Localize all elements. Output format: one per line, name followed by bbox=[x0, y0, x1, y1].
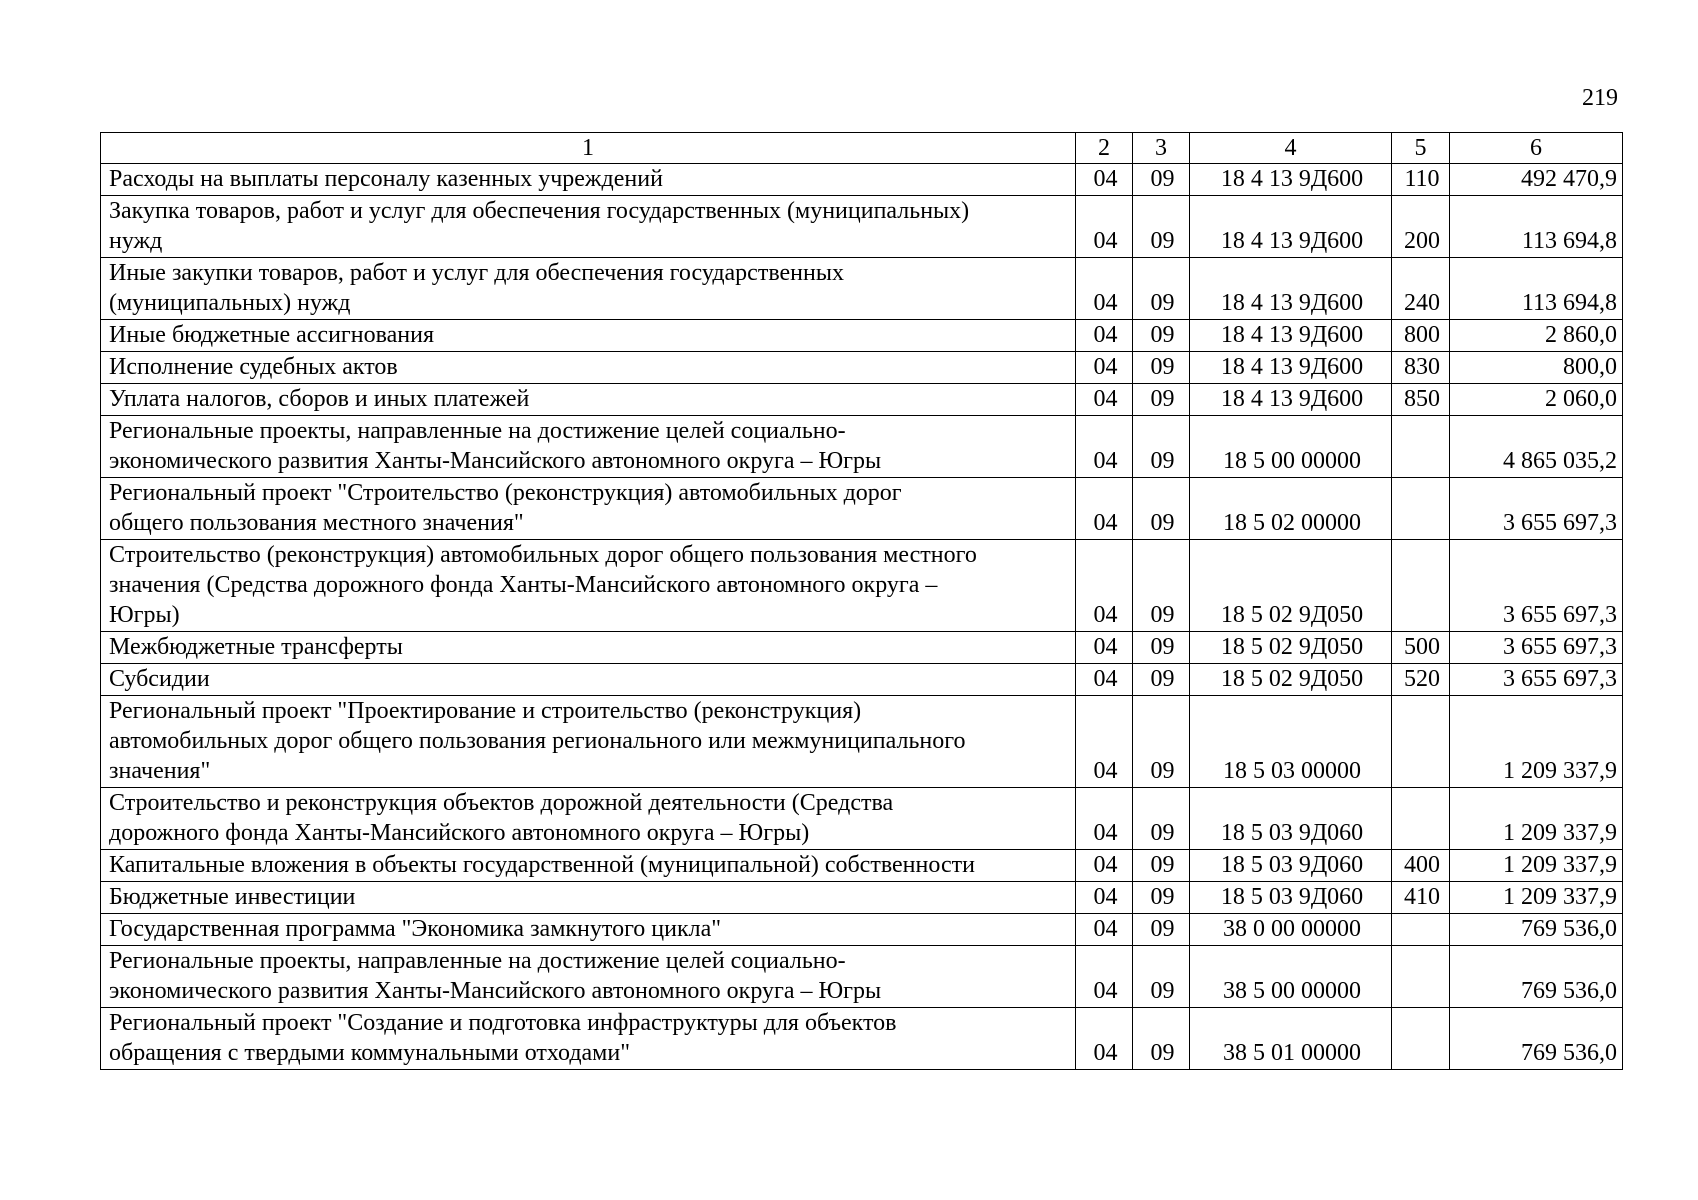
section-code-cell: 04 bbox=[1076, 384, 1133, 416]
row-name-line: Региональный проект "Проектирование и строительство (реконструкция) bbox=[109, 698, 862, 724]
subsection-code-cell: 09 bbox=[1133, 416, 1190, 478]
expense-type-cell: 850 bbox=[1392, 384, 1450, 416]
row-name-cell bbox=[101, 320, 1076, 352]
row-name-line: Строительство и реконструкция объектов дорожной деятельности (Средства bbox=[109, 790, 894, 816]
section-code-cell: 04 bbox=[1076, 320, 1133, 352]
amount-cell: 113 694,8 bbox=[1450, 196, 1623, 258]
target-article-cell: 18 4 13 9Д600 bbox=[1190, 196, 1392, 258]
expense-type-cell bbox=[1392, 914, 1450, 946]
amount-cell: 492 470,9 bbox=[1450, 164, 1623, 196]
row-name-line: общего пользования местного значения" bbox=[109, 510, 524, 536]
target-article-cell: 18 5 03 00000 bbox=[1190, 696, 1392, 788]
row-name-line: дорожного фонда Ханты-Мансийского автономного округа – Югры) bbox=[109, 820, 810, 846]
table-row bbox=[101, 352, 1623, 384]
table-row bbox=[101, 258, 1623, 320]
header-col-1: 1 bbox=[101, 133, 1076, 164]
amount-cell: 800,0 bbox=[1450, 352, 1623, 384]
amount-cell: 1 209 337,9 bbox=[1450, 850, 1623, 882]
target-article-cell: 18 4 13 9Д600 bbox=[1190, 258, 1392, 320]
expense-type-cell: 200 bbox=[1392, 196, 1450, 258]
header-col-5: 5 bbox=[1392, 133, 1450, 164]
amount-cell: 3 655 697,3 bbox=[1450, 664, 1623, 696]
subsection-code-cell: 09 bbox=[1133, 384, 1190, 416]
expense-type-cell: 240 bbox=[1392, 258, 1450, 320]
expense-type-cell bbox=[1392, 1008, 1450, 1070]
table-row bbox=[101, 540, 1623, 632]
expense-type-cell: 110 bbox=[1392, 164, 1450, 196]
amount-cell: 769 536,0 bbox=[1450, 946, 1623, 1008]
row-name-cell bbox=[101, 632, 1076, 664]
subsection-code-cell: 09 bbox=[1133, 850, 1190, 882]
expense-type-cell: 400 bbox=[1392, 850, 1450, 882]
table-row bbox=[101, 914, 1623, 946]
row-name-line: Капитальные вложения в объекты государственной (муниципальной) собственности bbox=[109, 852, 975, 878]
section-code-cell: 04 bbox=[1076, 1008, 1133, 1070]
subsection-code-cell: 09 bbox=[1133, 164, 1190, 196]
header-col-6: 6 bbox=[1450, 133, 1623, 164]
subsection-code-cell: 09 bbox=[1133, 696, 1190, 788]
row-name-cell bbox=[101, 882, 1076, 914]
amount-cell: 2 860,0 bbox=[1450, 320, 1623, 352]
subsection-code-cell: 09 bbox=[1133, 540, 1190, 632]
target-article-cell: 38 5 00 00000 bbox=[1190, 946, 1392, 1008]
amount-cell: 4 865 035,2 bbox=[1450, 416, 1623, 478]
row-name-line: обращения с твердыми коммунальными отходами" bbox=[109, 1040, 631, 1066]
target-article-cell: 18 5 00 00000 bbox=[1190, 416, 1392, 478]
table-row bbox=[101, 632, 1623, 664]
table-row bbox=[101, 1008, 1623, 1070]
table-row bbox=[101, 664, 1623, 696]
section-code-cell: 04 bbox=[1076, 696, 1133, 788]
row-name-line: (муниципальных) нужд bbox=[109, 290, 351, 316]
row-name-cell bbox=[101, 1008, 1076, 1070]
subsection-code-cell: 09 bbox=[1133, 352, 1190, 384]
table-row bbox=[101, 788, 1623, 850]
subsection-code-cell: 09 bbox=[1133, 664, 1190, 696]
subsection-code-cell: 09 bbox=[1133, 914, 1190, 946]
table-row bbox=[101, 850, 1623, 882]
row-name-line: значения (Средства дорожного фонда Ханты-Мансийского автономного округа – bbox=[109, 572, 938, 598]
table-row bbox=[101, 320, 1623, 352]
row-name-line: Исполнение судебных актов bbox=[109, 354, 398, 380]
row-name-line: Закупка товаров, работ и услуг для обеспечения государственных (муниципальных) bbox=[109, 198, 970, 224]
amount-cell: 769 536,0 bbox=[1450, 1008, 1623, 1070]
section-code-cell: 04 bbox=[1076, 914, 1133, 946]
table-row bbox=[101, 696, 1623, 788]
subsection-code-cell: 09 bbox=[1133, 320, 1190, 352]
table-row bbox=[101, 384, 1623, 416]
amount-cell: 769 536,0 bbox=[1450, 914, 1623, 946]
expense-type-cell: 500 bbox=[1392, 632, 1450, 664]
row-name-line: Межбюджетные трансферты bbox=[109, 634, 403, 660]
subsection-code-cell: 09 bbox=[1133, 196, 1190, 258]
section-code-cell: 04 bbox=[1076, 946, 1133, 1008]
section-code-cell: 04 bbox=[1076, 788, 1133, 850]
section-code-cell: 04 bbox=[1076, 164, 1133, 196]
subsection-code-cell: 09 bbox=[1133, 946, 1190, 1008]
subsection-code-cell: 09 bbox=[1133, 1008, 1190, 1070]
row-name-line: Региональные проекты, направленные на достижение целей социально- bbox=[109, 948, 846, 974]
section-code-cell: 04 bbox=[1076, 478, 1133, 540]
row-name-line: Государственная программа "Экономика замкнутого цикла" bbox=[109, 916, 722, 942]
row-name-line: Региональные проекты, направленные на достижение целей социально- bbox=[109, 418, 846, 444]
header-col-2: 2 bbox=[1076, 133, 1133, 164]
amount-cell: 113 694,8 bbox=[1450, 258, 1623, 320]
header-row bbox=[101, 133, 1623, 164]
row-name-line: Уплата налогов, сборов и иных платежей bbox=[109, 386, 530, 412]
section-code-cell: 04 bbox=[1076, 352, 1133, 384]
row-name-line: автомобильных дорог общего пользования регионального или межмуниципального bbox=[109, 728, 966, 754]
subsection-code-cell: 09 bbox=[1133, 478, 1190, 540]
table-row bbox=[101, 196, 1623, 258]
subsection-code-cell: 09 bbox=[1133, 788, 1190, 850]
row-name-line: Строительство (реконструкция) автомобильных дорог общего пользования местного bbox=[109, 542, 977, 568]
expense-type-cell bbox=[1392, 478, 1450, 540]
section-code-cell: 04 bbox=[1076, 540, 1133, 632]
row-name-line: экономического развития Ханты-Мансийского автономного округа – Югры bbox=[109, 978, 882, 1004]
section-code-cell: 04 bbox=[1076, 632, 1133, 664]
row-name-line: Иные закупки товаров, работ и услуг для обеспечения государственных bbox=[109, 260, 844, 286]
section-code-cell: 04 bbox=[1076, 664, 1133, 696]
target-article-cell: 18 5 02 9Д050 bbox=[1190, 632, 1392, 664]
row-name-line: значения" bbox=[109, 758, 211, 784]
expense-type-cell: 800 bbox=[1392, 320, 1450, 352]
row-name-line: Иные бюджетные ассигнования bbox=[109, 322, 434, 348]
target-article-cell: 18 4 13 9Д600 bbox=[1190, 320, 1392, 352]
section-code-cell: 04 bbox=[1076, 882, 1133, 914]
header-col-3: 3 bbox=[1133, 133, 1190, 164]
expense-type-cell bbox=[1392, 946, 1450, 1008]
row-name-cell bbox=[101, 416, 1076, 478]
amount-cell: 3 655 697,3 bbox=[1450, 632, 1623, 664]
amount-cell: 1 209 337,9 bbox=[1450, 696, 1623, 788]
row-name-cell bbox=[101, 164, 1076, 196]
row-name-line: Расходы на выплаты персоналу казенных учреждений bbox=[109, 166, 663, 192]
table-row bbox=[101, 882, 1623, 914]
row-name-cell bbox=[101, 384, 1076, 416]
target-article-cell: 18 5 02 9Д050 bbox=[1190, 664, 1392, 696]
row-name-cell bbox=[101, 478, 1076, 540]
amount-cell: 1 209 337,9 bbox=[1450, 882, 1623, 914]
amount-cell: 2 060,0 bbox=[1450, 384, 1623, 416]
target-article-cell: 38 5 01 00000 bbox=[1190, 1008, 1392, 1070]
expense-type-cell: 830 bbox=[1392, 352, 1450, 384]
row-name-line: Бюджетные инвестиции bbox=[109, 884, 356, 910]
section-code-cell: 04 bbox=[1076, 850, 1133, 882]
amount-cell: 3 655 697,3 bbox=[1450, 478, 1623, 540]
section-code-cell: 04 bbox=[1076, 196, 1133, 258]
expense-type-cell bbox=[1392, 696, 1450, 788]
row-name-line: Региональный проект "Создание и подготовка инфраструктуры для объектов bbox=[109, 1010, 897, 1036]
target-article-cell: 18 4 13 9Д600 bbox=[1190, 352, 1392, 384]
amount-cell: 3 655 697,3 bbox=[1450, 540, 1623, 632]
row-name-cell bbox=[101, 352, 1076, 384]
expense-type-cell bbox=[1392, 788, 1450, 850]
expense-type-cell: 410 bbox=[1392, 882, 1450, 914]
row-name-line: экономического развития Ханты-Мансийского автономного округа – Югры bbox=[109, 448, 882, 474]
row-name-cell bbox=[101, 946, 1076, 1008]
target-article-cell: 18 4 13 9Д600 bbox=[1190, 164, 1392, 196]
expense-type-cell bbox=[1392, 416, 1450, 478]
subsection-code-cell: 09 bbox=[1133, 258, 1190, 320]
row-name-cell bbox=[101, 850, 1076, 882]
target-article-cell: 38 0 00 00000 bbox=[1190, 914, 1392, 946]
row-name-cell bbox=[101, 914, 1076, 946]
row-name-cell bbox=[101, 696, 1076, 788]
target-article-cell: 18 5 02 00000 bbox=[1190, 478, 1392, 540]
row-name-cell bbox=[101, 540, 1076, 632]
page-number: 219 bbox=[1582, 85, 1618, 111]
target-article-cell: 18 5 03 9Д060 bbox=[1190, 788, 1392, 850]
table-row bbox=[101, 478, 1623, 540]
subsection-code-cell: 09 bbox=[1133, 632, 1190, 664]
table-body bbox=[101, 164, 1623, 1070]
expense-type-cell: 520 bbox=[1392, 664, 1450, 696]
expense-type-cell bbox=[1392, 540, 1450, 632]
section-code-cell: 04 bbox=[1076, 416, 1133, 478]
target-article-cell: 18 5 03 9Д060 bbox=[1190, 882, 1392, 914]
section-code-cell: 04 bbox=[1076, 258, 1133, 320]
amount-cell: 1 209 337,9 bbox=[1450, 788, 1623, 850]
target-article-cell: 18 4 13 9Д600 bbox=[1190, 384, 1392, 416]
subsection-code-cell: 09 bbox=[1133, 882, 1190, 914]
row-name-line: Региональный проект "Строительство (реконструкция) автомобильных дорог bbox=[109, 480, 902, 506]
row-name-cell bbox=[101, 196, 1076, 258]
budget-table bbox=[100, 132, 1623, 1070]
target-article-cell: 18 5 02 9Д050 bbox=[1190, 540, 1392, 632]
row-name-line: Субсидии bbox=[109, 666, 210, 692]
row-name-line: Югры) bbox=[109, 602, 180, 628]
table-row bbox=[101, 416, 1623, 478]
table-row bbox=[101, 946, 1623, 1008]
row-name-cell bbox=[101, 258, 1076, 320]
row-name-cell bbox=[101, 788, 1076, 850]
row-name-cell bbox=[101, 664, 1076, 696]
header-col-4: 4 bbox=[1190, 133, 1392, 164]
table-row bbox=[101, 164, 1623, 196]
target-article-cell: 18 5 03 9Д060 bbox=[1190, 850, 1392, 882]
row-name-line: нужд bbox=[109, 228, 163, 254]
